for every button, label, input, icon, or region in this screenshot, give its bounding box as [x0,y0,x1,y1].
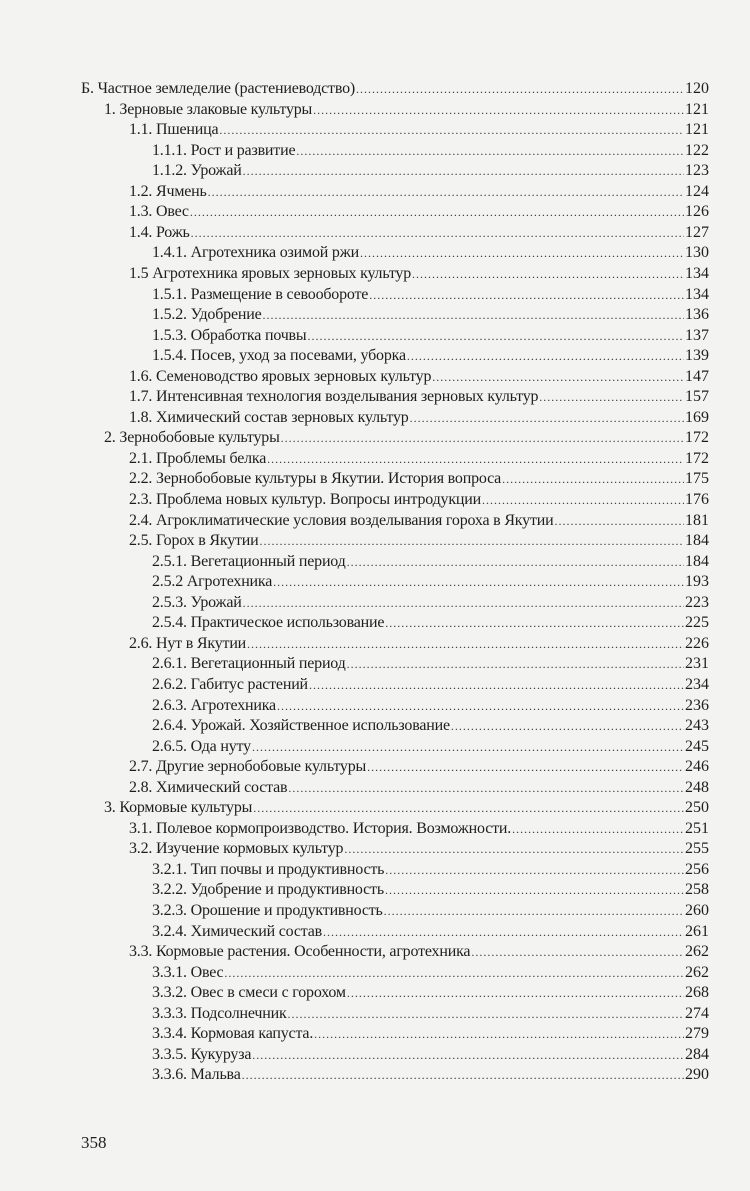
toc-entry-page: 175 [685,470,709,488]
toc-entry-page: 262 [685,943,709,961]
toc-entry [129,819,709,839]
toc-entry [129,634,709,654]
toc-entry-page: 243 [685,717,709,735]
dot-leader [356,79,684,99]
toc-entry-page: 121 [685,121,709,139]
toc-entry-page: 268 [685,984,709,1002]
dot-leader [267,449,684,469]
toc-entry [129,408,709,428]
dot-leader [288,778,684,798]
toc-entry-title: 2.1. Проблемы белка [129,449,267,467]
dot-leader [224,963,684,983]
toc-entry [152,716,709,736]
toc-entry [152,983,709,1003]
dot-leader [314,1024,684,1044]
toc-entry-title: 1.1. Пшеница [129,121,219,139]
toc-entry-title: 1.4. Рожь [129,223,190,241]
toc-entry-title: 3.3.1. Овес [152,963,224,981]
toc-entry [152,593,709,613]
toc-entry-page: 231 [685,655,709,673]
dot-leader [323,922,684,942]
dot-leader [451,716,684,736]
toc-entry-page: 184 [685,532,709,550]
toc-entry-title: 2.7. Другие зернобобовые культуры [129,758,367,776]
toc-entry-title: 3.2.3. Орошение и продуктивность [152,902,383,919]
dot-leader [243,593,684,613]
toc-entry-title: 2.5.4. Практическое использование [152,614,385,632]
dot-leader [482,490,684,510]
toc-entry-page: 226 [685,634,709,652]
dot-leader [385,860,684,880]
toc-entry-page: 234 [685,675,709,693]
toc-entry [152,737,709,757]
toc-entry-title: 3.3.4. Кормовая капуста. [152,1025,314,1043]
dot-leader [347,654,684,674]
toc-entry-title: 3.1. Полевое кормопроизводство. История. Возможности. [129,819,512,837]
toc-entry [152,161,709,181]
toc-entry-title: 1.2. Ячмень [129,182,207,200]
toc-entry [104,100,709,120]
toc-entry [152,860,709,880]
toc-entry-title: 1. Зерновые злаковые культуры [104,100,313,118]
toc-entry-page: 274 [685,1004,709,1022]
toc-entry-title: 1.6. Семеноводство яровых зерновых культур [129,367,432,385]
toc-entry [152,141,709,161]
dot-leader [471,942,684,962]
toc-entry-title: 1.7. Интенсивная технология возделывания зерновых культур [129,388,539,406]
dot-leader [309,675,684,695]
toc-entry-title: 2.6.4. Урожай. Хозяйственное использование [152,717,450,735]
dot-leader [554,511,684,531]
toc-entry-page: 246 [685,758,709,776]
toc-entry-title: 2.8. Химический состав [129,778,288,796]
dot-leader [360,243,684,263]
dot-leader [242,1065,684,1085]
toc-entry [152,922,709,942]
dot-leader [385,880,684,900]
toc-entry-page: 120 [685,80,709,97]
toc-entry-title: 1.5.4. Посев, уход за посевами, уборка [152,347,406,365]
toc-entry-title: 3.2. Изучение кормовых культур [129,840,344,858]
dot-leader [432,367,684,387]
toc-entry-page: 260 [685,902,709,919]
toc-entry-title: 3. Кормовые культуры [104,799,253,817]
dot-leader [263,305,685,325]
toc-entry-page: 250 [685,799,709,817]
toc-entry-page: 147 [685,367,709,385]
toc-entry [152,552,709,572]
toc-entry-title: 2.3. Проблема новых культур. Вопросы интродукции [129,491,482,508]
dot-leader [277,696,684,716]
toc-entry-title: 1.5.2. Удобрение [152,306,262,324]
toc-entry [129,387,709,407]
toc-entry-page: 122 [685,141,709,159]
dot-leader [208,182,684,202]
toc-entry-title: 1.1.2. Урожай [152,162,242,180]
toc-entry-page: 176 [685,491,709,508]
toc-entry-page: 245 [685,737,709,755]
toc-entry-title: 3.3.2. Овес в смеси с горохом [152,984,346,1002]
toc-entry-page: 223 [685,593,709,611]
dot-leader [344,839,684,859]
dot-leader [219,120,684,140]
toc-entry-title: 2.6. Нут в Якутии [129,634,247,652]
toc-entry-page: 236 [685,696,709,714]
toc-entry-page: 124 [685,182,709,200]
toc-entry [152,305,709,325]
toc-entry-page: 181 [685,511,709,529]
toc-entry-title: 1.5.3. Обработка почвы [152,326,307,344]
toc-entry-page: 139 [685,347,709,365]
toc-entry-title: 3.3.6. Мальва [152,1066,241,1084]
toc-entry [129,449,709,469]
dot-leader [313,100,684,120]
toc-entry-page: 284 [685,1045,709,1063]
toc-entry-title: 1.1.1. Рост и развитие [152,141,296,159]
toc-entry-title: 2.5.3. Урожай [152,593,242,611]
toc-entry-title: 3.3.3. Подсолнечник [152,1004,287,1022]
toc-entry-title: 1.5.1. Размещение в севообороте [152,285,369,303]
dot-leader [273,572,684,592]
toc-entry [152,346,709,366]
toc-entry-title: Б. Частное земледелие (растениеводство) [81,80,355,97]
toc-entry [129,202,709,222]
toc-entry [129,511,709,531]
toc-entry-page: 121 [685,100,709,118]
dot-leader [407,346,684,366]
toc-entry-page: 290 [685,1066,709,1084]
toc-entry [152,572,709,592]
toc-entry [152,880,709,900]
toc-entry [152,285,709,305]
toc-entry [81,79,709,99]
toc-entry [129,757,709,777]
toc-entry-page: 136 [685,306,709,324]
toc-entry [129,839,709,859]
toc-entry [129,120,709,140]
dot-leader [410,408,684,428]
dot-leader [247,634,684,654]
toc-entry-title: 1.4.1. Агротехника озимой ржи [152,244,359,262]
toc-entry [152,1004,709,1024]
toc-entry [152,901,709,921]
dot-leader [384,901,684,921]
toc-entry [152,1024,709,1044]
dot-leader [243,161,684,181]
dot-leader [260,531,684,551]
toc-entry-title: 2.6.1. Вегетационный период [152,655,346,673]
toc-entry [152,1065,709,1085]
toc-entry-page: 225 [685,614,709,632]
toc-entry-page: 193 [685,573,709,591]
page-number: 358 [81,1133,107,1152]
toc-entry-page: 262 [685,963,709,981]
toc-entry-page: 256 [685,860,709,878]
toc-entry [152,1045,709,1065]
toc-entry-title: 1.5 Агротехника яровых зерновых культур [129,264,411,282]
toc-entry-page: 126 [685,203,709,221]
toc-entry-title: 2.6.5. Ода нуту [152,737,251,755]
dot-leader [281,428,684,448]
toc-entry-title: 2.2. Зернобобовые культуры в Якутии. История вопроса [129,470,502,488]
toc-entry-page: 184 [685,552,709,570]
toc-entry [152,675,709,695]
dot-leader [412,264,684,284]
toc-entry [129,778,709,798]
dot-leader [252,737,684,757]
toc-entry [129,469,709,489]
toc-entry-page: 157 [685,388,709,406]
toc-entry [152,696,709,716]
toc-entry-title: 3.3. Кормовые растения. Особенности, агротехника [129,943,471,961]
toc-entry-page: 127 [685,223,709,241]
toc-entry-title: 2.5.2 Агротехника [152,573,273,591]
toc-entry [152,243,709,263]
dot-leader [385,613,684,633]
dot-leader [288,1004,684,1024]
toc-entry [129,531,709,551]
toc-entry-page: 261 [685,922,709,940]
dot-leader [296,141,684,161]
toc-entry-page: 248 [685,778,709,796]
toc-entry-page: 134 [685,264,709,282]
dot-leader [539,387,684,407]
toc-entry-title: 3.2.4. Химический состав [152,922,322,940]
dot-leader [347,552,684,572]
toc-entry [129,490,709,510]
toc-entry-title: 2.4. Агроклиматические условия возделывания гороха в Якутии [129,511,554,529]
dot-leader [369,285,684,305]
toc-entry-title: 1.8. Химический состав зерновых культур [129,408,409,426]
dot-leader [347,983,684,1003]
toc-entry-title: 2.6.2. Габитус растений [152,675,308,693]
toc-entry-page: 255 [685,840,709,858]
toc-entry [129,264,709,284]
toc-entry-page: 137 [685,326,709,344]
toc-entry-page: 172 [685,449,709,467]
dot-leader [190,202,684,222]
dot-leader [307,326,684,346]
dot-leader [502,469,684,489]
toc-entry-title: 1.3. Овес [129,203,189,221]
toc-entry-page: 172 [685,429,709,447]
toc-entry [129,367,709,387]
toc-entry [152,963,709,983]
toc-entry [152,613,709,633]
toc-entry-title: 3.3.5. Кукуруза [152,1045,252,1063]
toc-entry-page: 258 [685,881,709,899]
toc-entry-title: 3.2.2. Удобрение и продуктивность [152,881,384,899]
dot-leader [253,798,684,818]
toc-entry [129,182,709,202]
toc-entry-page: 130 [685,244,709,262]
toc-entry [104,428,709,448]
toc-entry-page: 134 [685,285,709,303]
dot-leader [367,757,684,777]
toc-entry-title: 2. Зернобобовые культуры [104,429,280,447]
toc-entry-page: 123 [685,162,709,180]
toc-entry-title: 2.5.1. Вегетационный период [152,552,346,570]
toc-entry [152,326,709,346]
toc-entry [129,223,709,243]
toc-entry-page: 279 [685,1025,709,1043]
toc-entry-title: 3.2.1. Тип почвы и продуктивность [152,860,385,878]
toc-entry-page: 251 [685,819,709,837]
toc-entry-page: 169 [685,408,709,426]
dot-leader [191,223,684,243]
toc-entry-title: 2.5. Горох в Якутии [129,532,259,550]
toc-entry [104,798,709,818]
toc-entry-title: 2.6.3. Агротехника [152,696,276,714]
dot-leader [512,819,684,839]
dot-leader [252,1045,684,1065]
toc-entry [129,942,709,962]
toc-entry [152,654,709,674]
